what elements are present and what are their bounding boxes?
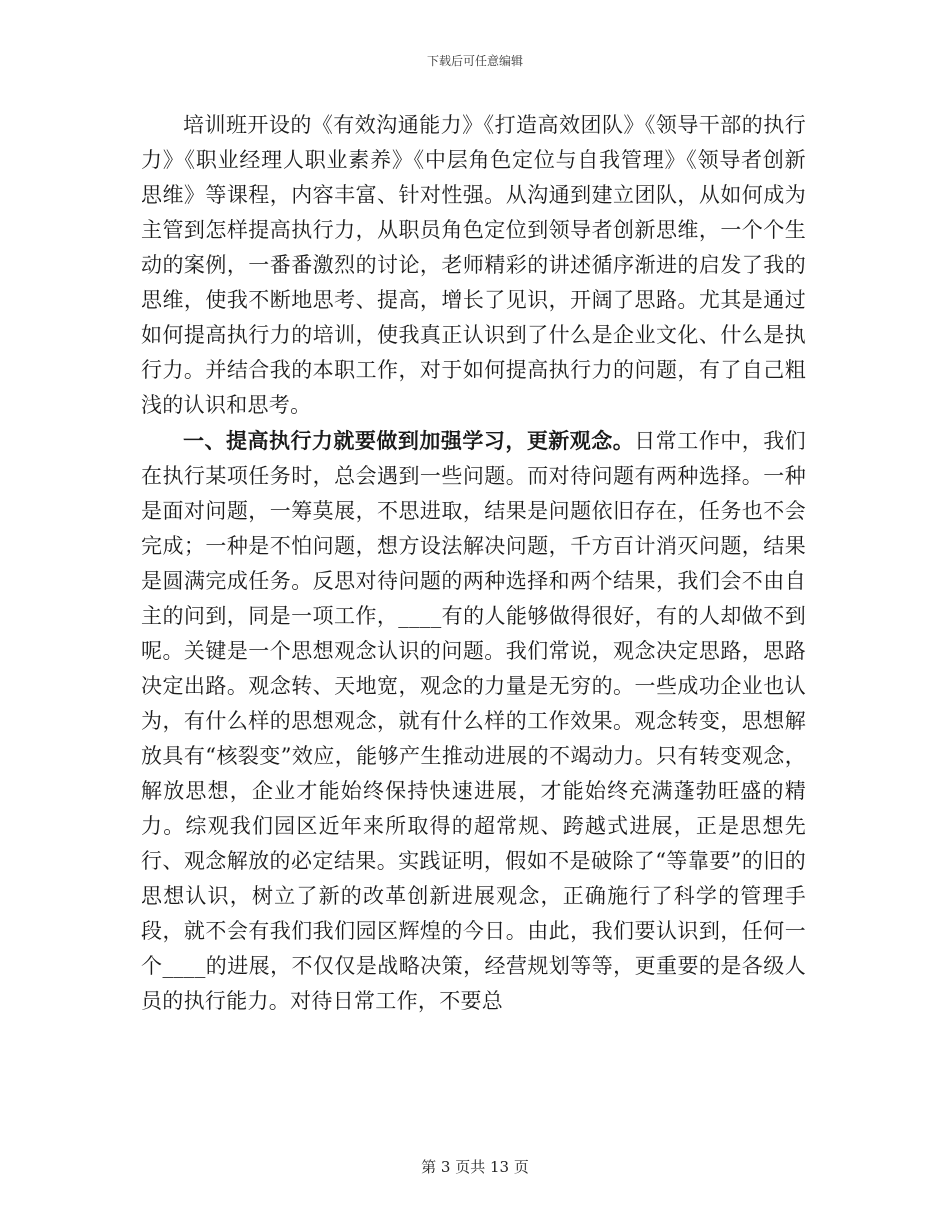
paragraph-intro-text: 培训班开设的《有效沟通能力》《打造高效团队》《领导干部的执行力》《职业经理人职业素养》《中层角色定位与自我管理》《领导者创新思维》等课程，内容丰富、针对性强。从沟通到建立团队，从如何成为主管到怎样提高执行力，从职员角色定位到领导者创新思维，一个个生动的案例，一番番激烈的讨论，老师精彩的讲述循序渐进的启发了我的思维，使我不断地思考、提高，增长了见识，开阔了思路。尤其是通过如何提高执行力的培训，使我真正认识到了什么是企业文化、什么是执行力。并结合我的本职工作，对于如何提高执行力的问题，有了自己粗浅的认识和思考。 xyxy=(141,113,806,417)
page-number: 第 3 页共 13 页 xyxy=(421,1158,529,1176)
section-one-text: 日常工作中，我们在执行某项任务时，总会遇到一些问题。而对待问题有两种选择。一种是面对问题，一筹莫展，不思进取，结果是问题依旧存在，任务也不会完成；一种是不怕问题，想方设法解决问题，千方百计消灭问题，结果是圆满完成任务。反思对待问题的两种选择和两个结果，我们会不由自主的问到，同是一项工作，____有的人能够做得很好，有的人却做不到呢。关键是一个思想观念认识的问题。我们常说，观念决定思路，思路决定出路。观念转、天地宽，观念的力量是无穷的。一些成功企业也认为，有什么样的思想观念，就有什么样的工作效果。观念转变，思想解放具有“核裂变”效应，能够产生推动进展的不竭动力。只有转变观念，解放思想，企业才能始终保持快速进展，才能始终充满蓬勃旺盛的精力。综观我们园区近年来所取得的超常规、跨越式进展，正是思想先行、观念解放的必定结果。实践证明，假如不是破除了“等靠要”的旧的思想认识，树立了新的改革创新进展观念，正确施行了科学的管理手段，就不会有我们我们园区辉煌的今日。由此，我们要认识到，任何一个____的进展，不仅仅是战略决策，经营规划等等，更重要的是各级人员的执行能力。对待日常工作，不要总 xyxy=(141,429,806,1013)
paragraph-intro xyxy=(141,108,806,423)
document-body xyxy=(141,108,806,1019)
paragraph-section-one xyxy=(141,423,806,1019)
section-one-heading: 一、提高执行力就要做到加强学习，更新观念。 xyxy=(183,428,635,453)
page-header-note: 下载后可任意编辑 xyxy=(426,54,523,68)
